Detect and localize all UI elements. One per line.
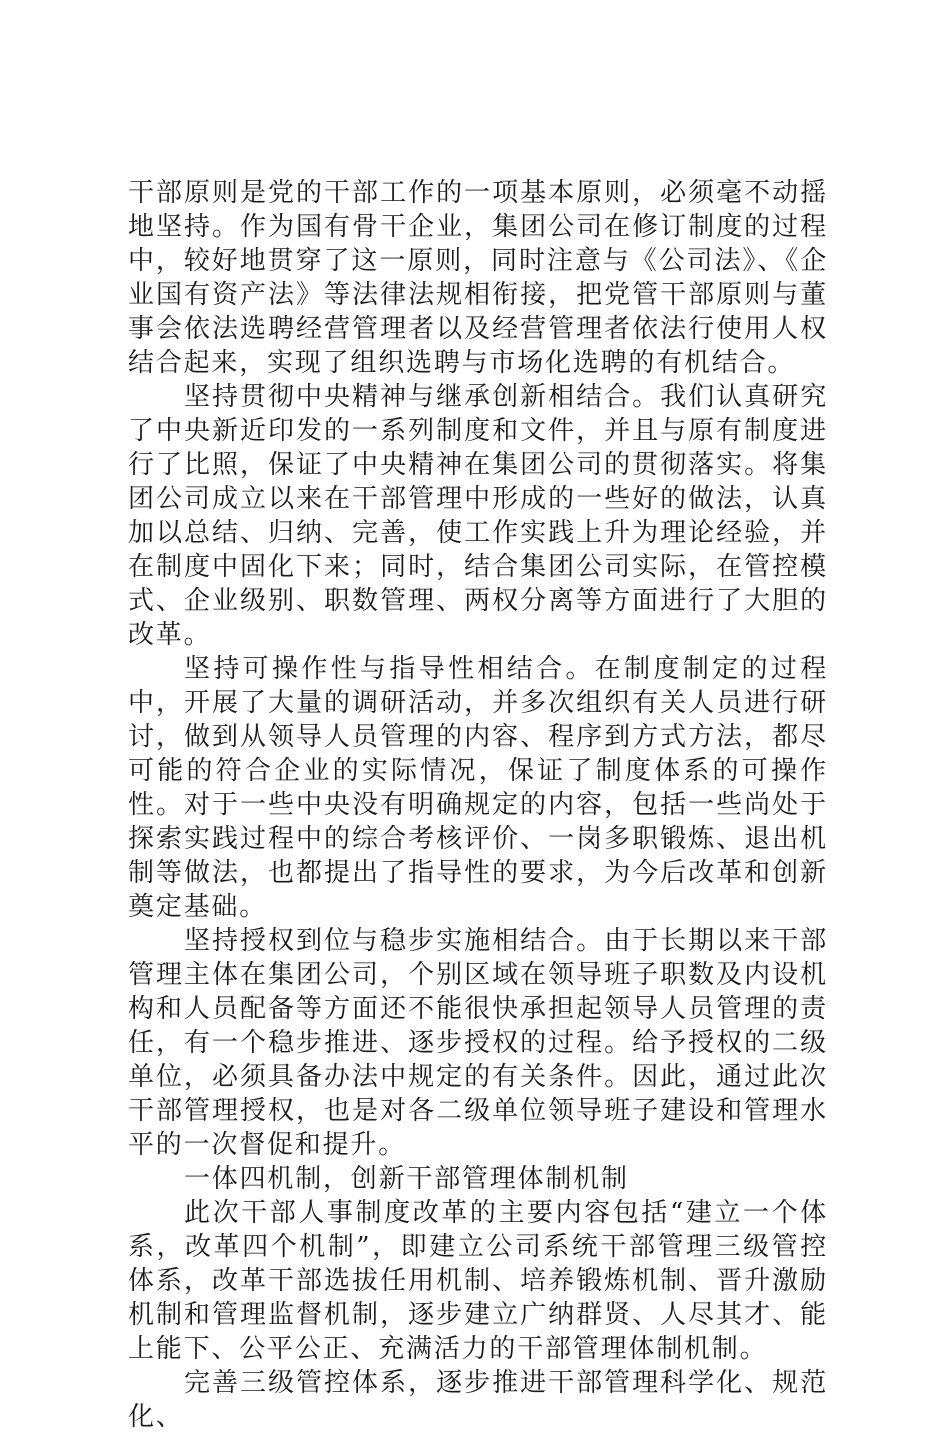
paragraph-party-cadre-principle: 干部原则是党的干部工作的一项基本原则，必须毫不动摇地坚持。作为国有骨干企业，集团公司在修订制度的过程中，较好地贯穿了这一原则，同时注意与《公司法》、《企业国有资产法》等法律法规相衔接，把党管干部原则与董事会依法选聘经营管理者以及经营管理者依法行使用人权结合起来，实现了组织选聘与市场化选聘的有机结合。 (128, 178, 828, 378)
document-body (128, 176, 828, 1434)
paragraph-operability-guidance: 坚持可操作性与指导性相结合。在制度制定的过程中，开展了大量的调研活动，并多次组织有关人员进行研讨，做到从领导人员管理的内容、程序到方式方法，都尽可能的符合企业的实际情况，保证了制度体系的可操作性。对于一些中央没有明确规定的内容，包括一些尚处于探索实践过程中的综合考核评价、一岗多职锻炼、退出机制等做法，也都提出了指导性的要求，为今后改革和创新奠定基础。 (128, 654, 828, 922)
paragraph-three-level-control: 完善三级管控体系，逐步推进干部管理科学化、规范化、 (128, 1368, 828, 1432)
section-heading-one-system-four-mechanisms: 一体四机制，创新干部管理体制机制 (184, 1164, 629, 1194)
paragraph-central-spirit-innovation: 坚持贯彻中央精神与继承创新相结合。我们认真研究了中央新近印发的一系列制度和文件，并且与原有制度进行了比照，保证了中央精神在集团公司的贯彻落实。将集团公司成立以来在干部管理中形成的一些好的做法，认真加以总结、归纳、完善，使工作实践上升为理论经验，并在制度中固化下来；同时，结合集团公司实际，在管控模式、企业级别、职数管理、两权分离等方面进行了大胆的改革。 (128, 382, 828, 650)
paragraph-authorization-implementation: 坚持授权到位与稳步实施相结合。由于长期以来干部管理主体在集团公司，个别区域在领导班子职数及内设机构和人员配备等方面还不能很快承担起领导人员管理的责任，有一个稳步推进、逐步授权的过程。给予授权的二级单位，必须具备办法中规定的有关条件。因此，通过此次干部管理授权，也是对各二级单位领导班子建设和管理水平的一次督促和提升。 (128, 926, 828, 1160)
paragraph-reform-main-content: 此次干部人事制度改革的主要内容包括“建立一个体系，改革四个机制”，即建立公司系统干部管理三级管控体系，改革干部选拔任用机制、培养锻炼机制、晋升激励机制和管理监督机制，逐步建立广纳群贤、人尽其才、能上能下、公平公正、充满活力的干部管理体制机制。 (128, 1198, 828, 1364)
